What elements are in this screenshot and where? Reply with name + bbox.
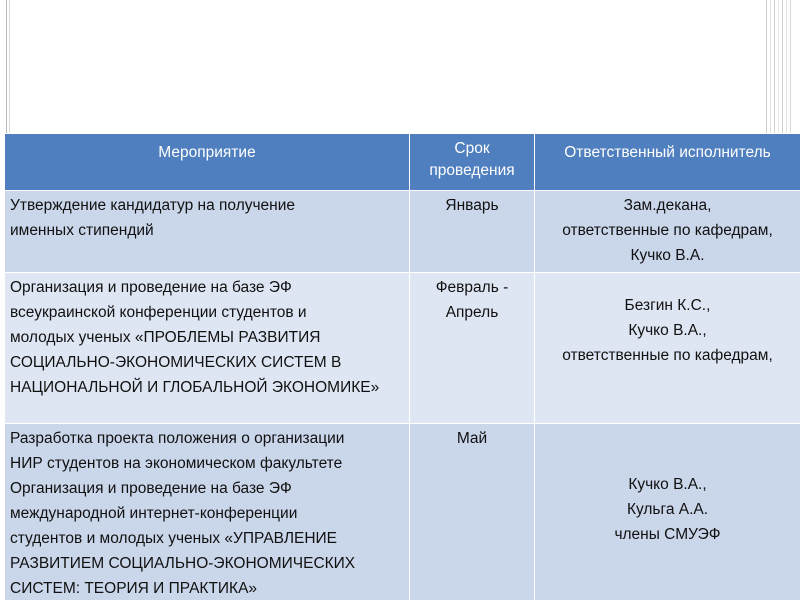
cell-event: Утверждение кандидатур на получение именных стипендий — [5, 191, 410, 273]
header-term: Срок проведения — [410, 134, 535, 191]
cell-term: Январь — [410, 191, 535, 273]
cell-responsible: Зам.декана, ответственные по кафедрам, Кучко В.А. — [535, 191, 800, 273]
table-row — [5, 424, 800, 600]
events-table — [4, 133, 800, 600]
header-responsible: Ответственный исполнитель — [535, 134, 800, 191]
cell-responsible: Кучко В.А., Кульга А.А. члены СМУЭФ — [535, 424, 800, 600]
header-event: Мероприятие — [5, 134, 410, 191]
table-row — [5, 273, 800, 424]
table-header-row — [5, 134, 800, 191]
cell-responsible: Безгин К.С., Кучко В.А., ответственные по кафедрам, — [535, 273, 800, 424]
cell-term: Февраль - Апрель — [410, 273, 535, 424]
cell-term: Май — [410, 424, 535, 600]
events-table-container — [4, 133, 800, 600]
cell-event: Организация и проведение на базе ЭФ всеукраинской конференции студентов и молодых ученых «ПРОБЛЕМЫ РАЗВИТИЯ СОЦИАЛЬНО-ЭКОНОМИЧЕСКИХ СИСТЕМ В НАЦИОНАЛЬНОЙ И ГЛОБАЛЬНОЙ ЭКОНОМИКЕ» — [5, 273, 410, 424]
table-row — [5, 191, 800, 273]
cell-event: Разработка проекта положения о организации НИР студентов на экономическом факультете Организация и проведение на базе ЭФ международной интернет-конференции студентов и молодых ученых «УПРАВЛЕНИЕ РАЗВИТИЕМ СОЦИАЛЬНО-ЭКОНОМИЧЕСКИХ СИСТЕМ: ТЕОРИЯ И ПРАКТИКА» — [5, 424, 410, 600]
